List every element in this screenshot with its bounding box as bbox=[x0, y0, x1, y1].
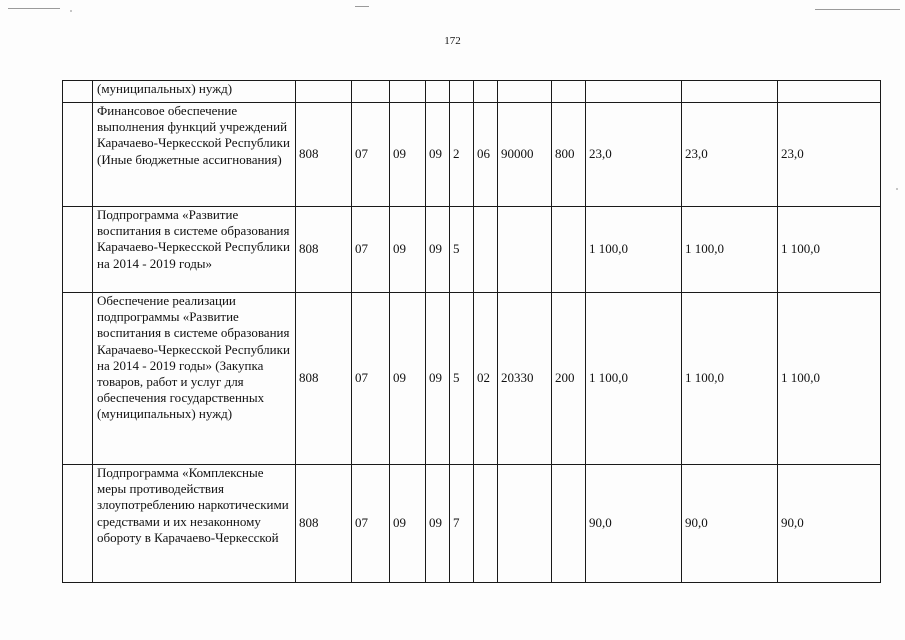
subprogram-code-cell: 7 bbox=[450, 465, 474, 583]
program-code-cell: 09 bbox=[426, 293, 450, 465]
main-activity-code-cell: 06 bbox=[474, 103, 498, 207]
expense-type-cell bbox=[552, 81, 586, 103]
year-1-amount-cell bbox=[586, 81, 682, 103]
scan-artifact-dot bbox=[70, 10, 72, 12]
scan-artifact-dot bbox=[896, 188, 898, 190]
main-activity-code-cell bbox=[474, 81, 498, 103]
page-number: 172 bbox=[444, 35, 461, 47]
subsection-cell bbox=[390, 81, 426, 103]
year-2-amount-cell bbox=[682, 81, 778, 103]
year-2-amount-cell: 90,0 bbox=[682, 465, 778, 583]
scan-artifact-line bbox=[355, 6, 369, 7]
year-3-amount-cell bbox=[778, 81, 881, 103]
subsection-cell: 09 bbox=[390, 465, 426, 583]
subprogram-code-cell: 5 bbox=[450, 207, 474, 293]
expense-type-cell bbox=[552, 465, 586, 583]
subsection-cell: 09 bbox=[390, 207, 426, 293]
year-1-amount-cell: 1 100,0 bbox=[586, 293, 682, 465]
item-name-cell: (муниципальных) нужд) bbox=[93, 81, 296, 103]
year-1-amount-cell: 23,0 bbox=[586, 103, 682, 207]
expense-direction-cell: 90000 bbox=[498, 103, 552, 207]
ministry-code-cell bbox=[296, 81, 352, 103]
program-code-cell: 09 bbox=[426, 465, 450, 583]
section-cell: 07 bbox=[352, 293, 390, 465]
year-2-amount-cell: 23,0 bbox=[682, 103, 778, 207]
table-row bbox=[63, 81, 881, 103]
program-code-cell bbox=[426, 81, 450, 103]
expense-type-cell bbox=[552, 207, 586, 293]
year-1-amount-cell: 90,0 bbox=[586, 465, 682, 583]
program-code-cell: 09 bbox=[426, 207, 450, 293]
ministry-code-cell: 808 bbox=[296, 293, 352, 465]
year-3-amount-cell: 23,0 bbox=[778, 103, 881, 207]
year-3-amount-cell: 1 100,0 bbox=[778, 293, 881, 465]
expense-type-cell: 200 bbox=[552, 293, 586, 465]
expense-direction-cell bbox=[498, 465, 552, 583]
scan-artifact-line bbox=[815, 9, 900, 10]
table-row bbox=[63, 293, 881, 465]
section-cell: 07 bbox=[352, 465, 390, 583]
ministry-code-cell: 808 bbox=[296, 103, 352, 207]
program-code-cell: 09 bbox=[426, 103, 450, 207]
section-cell: 07 bbox=[352, 207, 390, 293]
row-number-cell bbox=[63, 207, 93, 293]
ministry-code-cell: 808 bbox=[296, 207, 352, 293]
item-name-cell: Финансовое обеспечение выполнения функций учреждений Карачаево-Черкесской Республики (Иные бюджетные ассигнования) bbox=[93, 103, 296, 207]
year-1-amount-cell: 1 100,0 bbox=[586, 207, 682, 293]
item-name-cell: Обеспечение реализации подпрограммы «Развитие воспитания в системе образования Карачаево-Черкесской Республики на 2014 - 2019 годы» (Закупка товаров, работ и услуг для обеспечения государственных (муниципальных) нужд) bbox=[93, 293, 296, 465]
subsection-cell: 09 bbox=[390, 103, 426, 207]
table-row bbox=[63, 207, 881, 293]
subprogram-code-cell bbox=[450, 81, 474, 103]
year-2-amount-cell: 1 100,0 bbox=[682, 207, 778, 293]
row-number-cell bbox=[63, 81, 93, 103]
subsection-cell: 09 bbox=[390, 293, 426, 465]
table-row bbox=[63, 465, 881, 583]
item-name-cell: Подпрограмма «Развитие воспитания в системе образования Карачаево-Черкесской Республики на 2014 - 2019 годы» bbox=[93, 207, 296, 293]
item-name-cell: Подпрограмма «Комплексные меры противодействия злоупотреблению наркотическими средствами и их незаконному обороту в Карачаево-Черкесской bbox=[93, 465, 296, 583]
year-2-amount-cell: 1 100,0 bbox=[682, 293, 778, 465]
table-row bbox=[63, 103, 881, 207]
section-cell: 07 bbox=[352, 103, 390, 207]
subprogram-code-cell: 2 bbox=[450, 103, 474, 207]
year-3-amount-cell: 1 100,0 bbox=[778, 207, 881, 293]
main-activity-code-cell: 02 bbox=[474, 293, 498, 465]
expense-type-cell: 800 bbox=[552, 103, 586, 207]
row-number-cell bbox=[63, 293, 93, 465]
main-activity-code-cell bbox=[474, 465, 498, 583]
year-3-amount-cell: 90,0 bbox=[778, 465, 881, 583]
expense-direction-cell: 20330 bbox=[498, 293, 552, 465]
scan-artifact-line bbox=[8, 8, 60, 9]
budget-table bbox=[62, 80, 881, 583]
subprogram-code-cell: 5 bbox=[450, 293, 474, 465]
main-activity-code-cell bbox=[474, 207, 498, 293]
row-number-cell bbox=[63, 465, 93, 583]
row-number-cell bbox=[63, 103, 93, 207]
section-cell bbox=[352, 81, 390, 103]
expense-direction-cell bbox=[498, 81, 552, 103]
ministry-code-cell: 808 bbox=[296, 465, 352, 583]
expense-direction-cell bbox=[498, 207, 552, 293]
